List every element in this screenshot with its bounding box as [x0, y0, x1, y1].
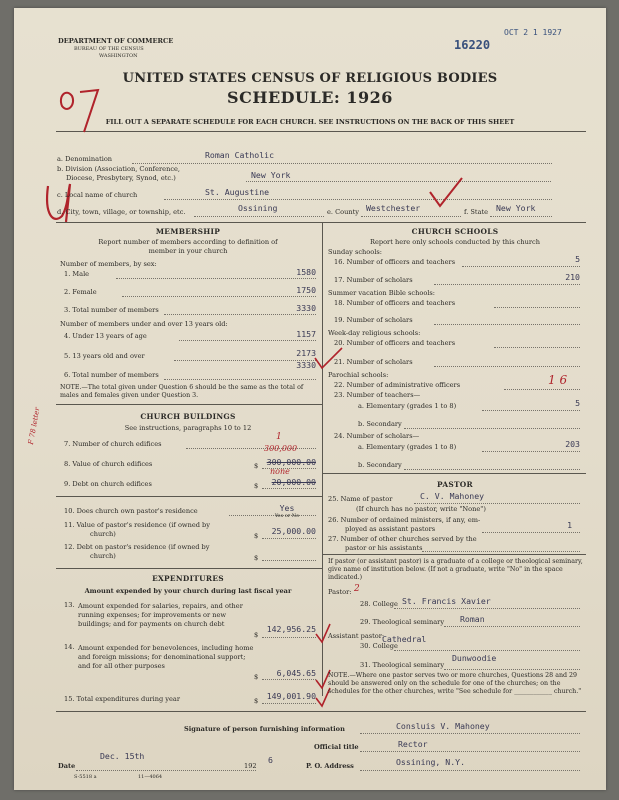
secondary-teachers-label: b. Secondary — [358, 420, 402, 428]
residence-value-label-2: church) — [90, 530, 116, 538]
over-13-value: 2173 — [296, 348, 316, 358]
handwritten-code-mark — [54, 78, 124, 148]
weekday-officers-label: 20. Number of officers and teachers — [334, 339, 456, 347]
pastor-name-value: C. V. Mahoney — [420, 491, 485, 501]
state-value: New York — [496, 203, 536, 213]
salaries-number: 13. — [64, 601, 75, 609]
division-label: b. Division (Association, Conference, — [57, 165, 181, 173]
membership-intro-2: member in your church — [148, 247, 228, 255]
dollar-sign: $ — [254, 631, 259, 639]
form-subtitle: SCHEDULE: 1926 — [227, 88, 393, 107]
benevolences-label: Amount expended for benevolences, including home and foreign missions; for denominational support; and for all other purposes — [78, 644, 254, 670]
local-name-label: c. Local name of church — [57, 191, 138, 199]
salaries-label: Amount expended for salaries, repairs, and other running expenses; for improvements or new buildings; and for payments on church debt — [78, 602, 243, 628]
sunday-scholars-label: 17. Number of scholars — [334, 276, 413, 284]
assistant-pastor-label: Assistant pastor: — [328, 632, 385, 640]
membership-note: NOTE.—The total given under Question 6 should be the same as the total of males and females given under Question 3. — [60, 384, 304, 399]
members-by-sex-label: Number of members, by sex: — [60, 260, 157, 268]
form-title: UNITED STATES CENSUS OF RELIGIOUS BODIES — [122, 71, 498, 86]
handwritten-check-mark — [426, 176, 466, 210]
other-churches-label: 27. Number of other churches served by the — [328, 535, 477, 543]
division-value: New York — [251, 170, 291, 180]
expenditures-intro: Amount expended by your church during last fiscal year — [84, 587, 292, 595]
admin-officers-value: 1 6 — [548, 373, 568, 387]
edifices-value: 1 — [276, 432, 282, 442]
multi-church-note: NOTE.—Where one pastor serves two or more churches, Questions 28 and 29 should be answered only on the schedule for one of the churches; on the schedules for the other churches, write "See schedule for ____________ church." — [328, 672, 582, 695]
scholars-label: 24. Number of scholars— — [334, 432, 420, 440]
weekday-scholars-label: 21. Number of scholars — [334, 358, 413, 366]
assistant-ministers-label: 26. Number of ordained ministers, if any, em- — [328, 516, 481, 524]
city-value: Ossining — [238, 203, 278, 213]
department-label: DEPARTMENT OF COMMERCE — [58, 37, 174, 45]
year-value: 6 — [268, 755, 273, 765]
pastor-name-label: 25. Name of pastor — [328, 495, 393, 503]
assistant-college-label: 30. College — [360, 642, 398, 650]
total-expenditures-label: 15. Total expenditures during year — [64, 695, 180, 703]
pastor-seminary-value: Roman — [460, 614, 485, 624]
county-value: Westchester — [366, 203, 421, 213]
elementary-scholars-value: 203 — [565, 439, 580, 449]
sunday-schools-label: Sunday schools: — [328, 248, 382, 256]
residence-value-label: 11. Value of pastor's residence (if owned by — [64, 521, 210, 529]
female-label: 2. Female — [64, 288, 97, 296]
admin-officers-label: 22. Number of administrative officers — [334, 381, 461, 389]
print-code: 11—4064 — [138, 774, 163, 780]
pastor-college-label: 28. College — [360, 600, 398, 608]
salaries-amount: 142,956.25 — [266, 624, 316, 634]
secondary-scholars-label: b. Secondary — [358, 461, 402, 469]
benevolences-number: 14. — [64, 643, 75, 651]
members-by-age-label: Number of members under and over 13 years old: — [60, 320, 228, 328]
pastor-heading: PASTOR — [437, 480, 473, 489]
official-title-label: Official title — [314, 743, 359, 751]
benevolences-amount: 6,045.65 — [276, 668, 316, 678]
total-members-repeat: 3330 — [296, 360, 316, 370]
pastor-label: Pastor: — [328, 588, 352, 596]
debt-edifices-label: 9. Debt on church edifices — [64, 480, 152, 488]
buildings-heading: CHURCH BUILDINGS — [140, 412, 236, 421]
edifices-label: 7. Number of church edifices — [64, 440, 162, 448]
membership-heading: MEMBERSHIP — [155, 227, 221, 236]
bureau-city: WASHINGTON — [99, 53, 138, 59]
signature-value: Consluis V. Mahoney — [396, 721, 490, 731]
date-stamp: OCT 2 1 1927 — [504, 28, 562, 37]
schools-heading: CHURCH SCHOOLS — [411, 227, 499, 236]
elementary-scholars-label: a. Elementary (grades 1 to 8) — [358, 443, 457, 451]
pastor-name-hint: (If church has no pastor, write "None") — [356, 505, 486, 513]
dollar-sign: $ — [254, 462, 259, 470]
total-members-label: 3. Total number of members — [64, 306, 159, 314]
handwritten-u-mark — [40, 176, 80, 236]
edifices-value-corrected: 300,000 — [264, 444, 298, 453]
handwritten-margin-note: F 78 letter — [27, 406, 42, 446]
other-churches-label-2: pastor or his assistants — [345, 544, 423, 552]
male-value: 1580 — [296, 267, 316, 277]
denomination-label: a. Denomination — [57, 155, 113, 163]
dollar-sign: $ — [254, 554, 259, 562]
division-label-2: Diocese, Presbytery, Synod, etc.) — [66, 174, 176, 182]
residence-debt-label-2: church) — [90, 552, 116, 560]
male-label: 1. Male — [64, 270, 90, 278]
total-members-2-label: 6. Total number of members — [64, 371, 159, 379]
official-title-value: Rector — [398, 739, 428, 749]
elementary-teachers-value: 5 — [575, 398, 580, 408]
assistant-ministers-value: 1 — [567, 520, 572, 530]
total-members-value: 3330 — [296, 303, 316, 313]
female-value: 1750 — [296, 285, 316, 295]
weekday-schools-label: Week-day religious schools: — [328, 329, 421, 337]
dollar-sign: $ — [254, 673, 259, 681]
po-address-value: Ossining, N.Y. — [396, 757, 466, 767]
year-prefix: 192 — [244, 762, 257, 770]
signature-label: Signature of person furnishing information — [184, 725, 345, 733]
state-label: f. State — [464, 208, 489, 216]
residence-debt-label: 12. Debt on pastor's residence (if owned by — [64, 543, 210, 551]
under-13-label: 4. Under 13 years of age — [64, 332, 147, 340]
buildings-instructions: See instructions, paragraphs 10 to 12 — [124, 424, 252, 432]
handwritten-check-marks — [242, 618, 332, 710]
dollar-sign: $ — [254, 532, 259, 540]
po-address-label: P. O. Address — [306, 762, 354, 770]
census-form — [14, 8, 606, 790]
under-13-value: 1157 — [296, 329, 316, 339]
vacation-officers-label: 18. Number of officers and teachers — [334, 299, 456, 307]
pastor-count-mark: 2 — [354, 584, 360, 594]
assistant-ministers-label-2: ployed as assistant pastors — [345, 525, 436, 533]
assistant-seminary-value: Dunwoodie — [452, 653, 497, 663]
city-label: d. City, town, village, or township, etc. — [57, 208, 186, 216]
edifices-value-amount: 300,000.00 — [266, 457, 316, 467]
membership-intro-1: Report number of members according to definition of — [98, 238, 278, 246]
dollar-sign: $ — [254, 482, 259, 490]
parochial-schools-label: Parochial schools: — [328, 371, 389, 379]
graduate-instructions: If pastor (or assistant pastor) is a graduate of a college or theological seminary, give name of institution below. (If not a graduate, write "No" in the space indicated.) — [328, 558, 583, 581]
teachers-label: 23. Number of teachers— — [334, 391, 421, 399]
expenditures-heading: EXPENDITURES — [152, 574, 224, 583]
debt-edifices-amount: 20,000.00 — [271, 477, 316, 487]
elementary-teachers-label: a. Elementary (grades 1 to 8) — [358, 402, 457, 410]
vacation-schools-label: Summer vacation Bible schools: — [328, 289, 436, 297]
denomination-value: Roman Catholic — [205, 150, 275, 160]
assistant-seminary-label: 31. Theological seminary — [360, 661, 445, 669]
county-label: e. County — [327, 208, 359, 216]
local-name-value: St. Augustine — [205, 187, 270, 197]
over-13-label: 5. 13 years old and over — [64, 352, 145, 360]
date-value: Dec. 15th — [100, 751, 145, 761]
total-expenditures-amount: 149,001.90 — [266, 691, 316, 701]
own-residence-value: Yes — [279, 503, 295, 513]
debt-edifices-corrected: none — [270, 467, 290, 476]
residence-value-amount: 25,000.00 — [271, 526, 316, 536]
sunday-scholars-value: 210 — [565, 272, 580, 282]
vacation-scholars-label: 19. Number of scholars — [334, 316, 413, 324]
sunday-officers-value: 5 — [575, 254, 580, 264]
pastor-seminary-label: 29. Theological seminary — [360, 618, 445, 626]
form-code: S-5518 a — [74, 774, 97, 780]
form-number-stamp: 16220 — [454, 38, 491, 52]
dollar-sign: $ — [254, 697, 259, 705]
schools-intro: Report here only schools conducted by this church — [370, 238, 540, 246]
instructions-line: FILL OUT A SEPARATE SCHEDULE FOR EACH CHURCH. SEE INSTRUCTIONS ON THE BACK OF THIS SHEET — [105, 118, 515, 126]
bureau-label: BUREAU OF THE CENSUS — [74, 46, 144, 52]
assistant-college-value: Cathedral — [382, 634, 427, 644]
own-residence-label: 10. Does church own pastor's residence — [64, 507, 198, 515]
sunday-officers-label: 16. Number of officers and teachers — [334, 258, 456, 266]
date-label: Date — [58, 762, 76, 770]
pastor-college-value: St. Francis Xavier — [402, 596, 491, 606]
edifices-value-label: 8. Value of church edifices — [64, 460, 153, 468]
yes-or-no-hint: Yes or No — [274, 513, 300, 519]
